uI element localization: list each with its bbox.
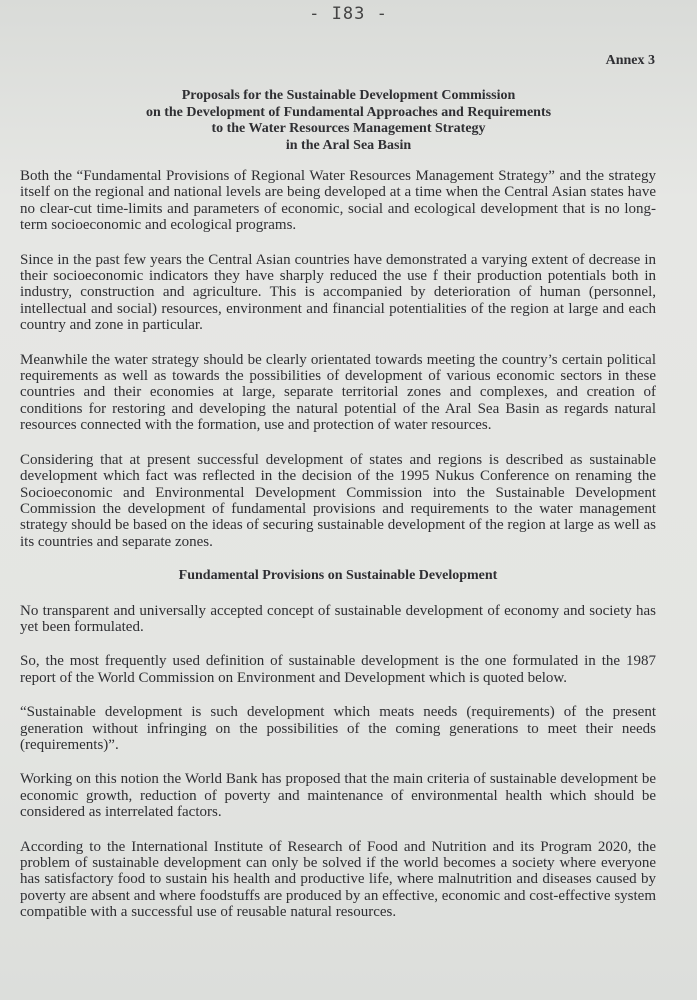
document-title [0,88,697,154]
paragraph: Since in the past few years the Central Asian countries have demonstrated a varying extent of decrease in their socioeconomic indicators they have sharply reduced the use f their production potentials both in industry, construction and agriculture. This is accompanied by deterioration of human (personnel, intellectual and social) resources, environment and financial potentialities of the region at large and each country and zone in particular. [20,251,656,334]
paragraph: Considering that at present successful development of states and regions is described as sustainable development which fact was reflected in the decision of the 1995 Nukus Conference on renaming the Socioeconomic and Environmental Development Commission into the Sustainable Development Commission the development of fundamental provisions and requirements to the water management strategy should be based on the ideas of securing sustainable development of the region at large as well as its countries and separate zones. [20,451,656,550]
title-line: in the Aral Sea Basin [285,137,412,153]
paragraph: Meanwhile the water strategy should be clearly orientated towards meeting the country’s certain political requirements as well as towards the possibilities of development of various economic sectors in these countries and their economies at large, separate territorial zones and complexes, and creation of conditions for restoring and developing the natural potential of the Aral Sea Basin as regards natural resources connected with the formation, use and protection of water resources. [20,351,656,434]
document-body [20,168,656,939]
section-heading: Fundamental Provisions on Sustainable Development [178,568,498,584]
quotation-paragraph: “Sustainable development is such development which meats needs (requirements) of the present generation without infringing on the possibilities of the coming generations to meet their needs (requirements)”. [20,704,656,753]
title-line: Proposals for the Sustainable Development Commission [181,88,516,103]
title-line: to the Water Resources Management Strategy [211,121,486,136]
page-number: - I83 - [309,4,388,24]
paragraph: No transparent and universally accepted concept of sustainable development of economy and society has yet been formulated. [20,602,656,635]
title-line: on the Development of Fundamental Approaches and Requirements [145,104,552,120]
paragraph: Both the “Fundamental Provisions of Regional Water Resources Management Strategy” and the strategy itself on the regional and national levels are being developed at a time when the Central Asian states have no clear-cut time-limits and parameters of economic, social and ecological development that is no long-term socioeconomic and ecological programs. [20,168,656,234]
annex-label: Annex 3 [605,53,655,68]
paragraph: So, the most frequently used definition of sustainable development is the one formulated in the 1987 report of the World Commission on Environment and Development which is quoted below. [20,653,656,686]
paragraph: Working on this notion the World Bank has proposed that the main criteria of sustainable development be economic growth, reduction of poverty and maintenance of environmental health which should be considered as interrelated factors. [20,771,656,821]
paragraph: According to the International Institute of Research of Food and Nutrition and its Program 2020, the problem of sustainable development can only be solved if the world becomes a society where everyone has satisfactory food to sustain his health and productive life, where malnutrition and diseases caused by poverty are absent and where foodstuffs are produced by an effective, economic and cost-effective system compatible with a successful use of reusable natural resources. [20,838,656,921]
